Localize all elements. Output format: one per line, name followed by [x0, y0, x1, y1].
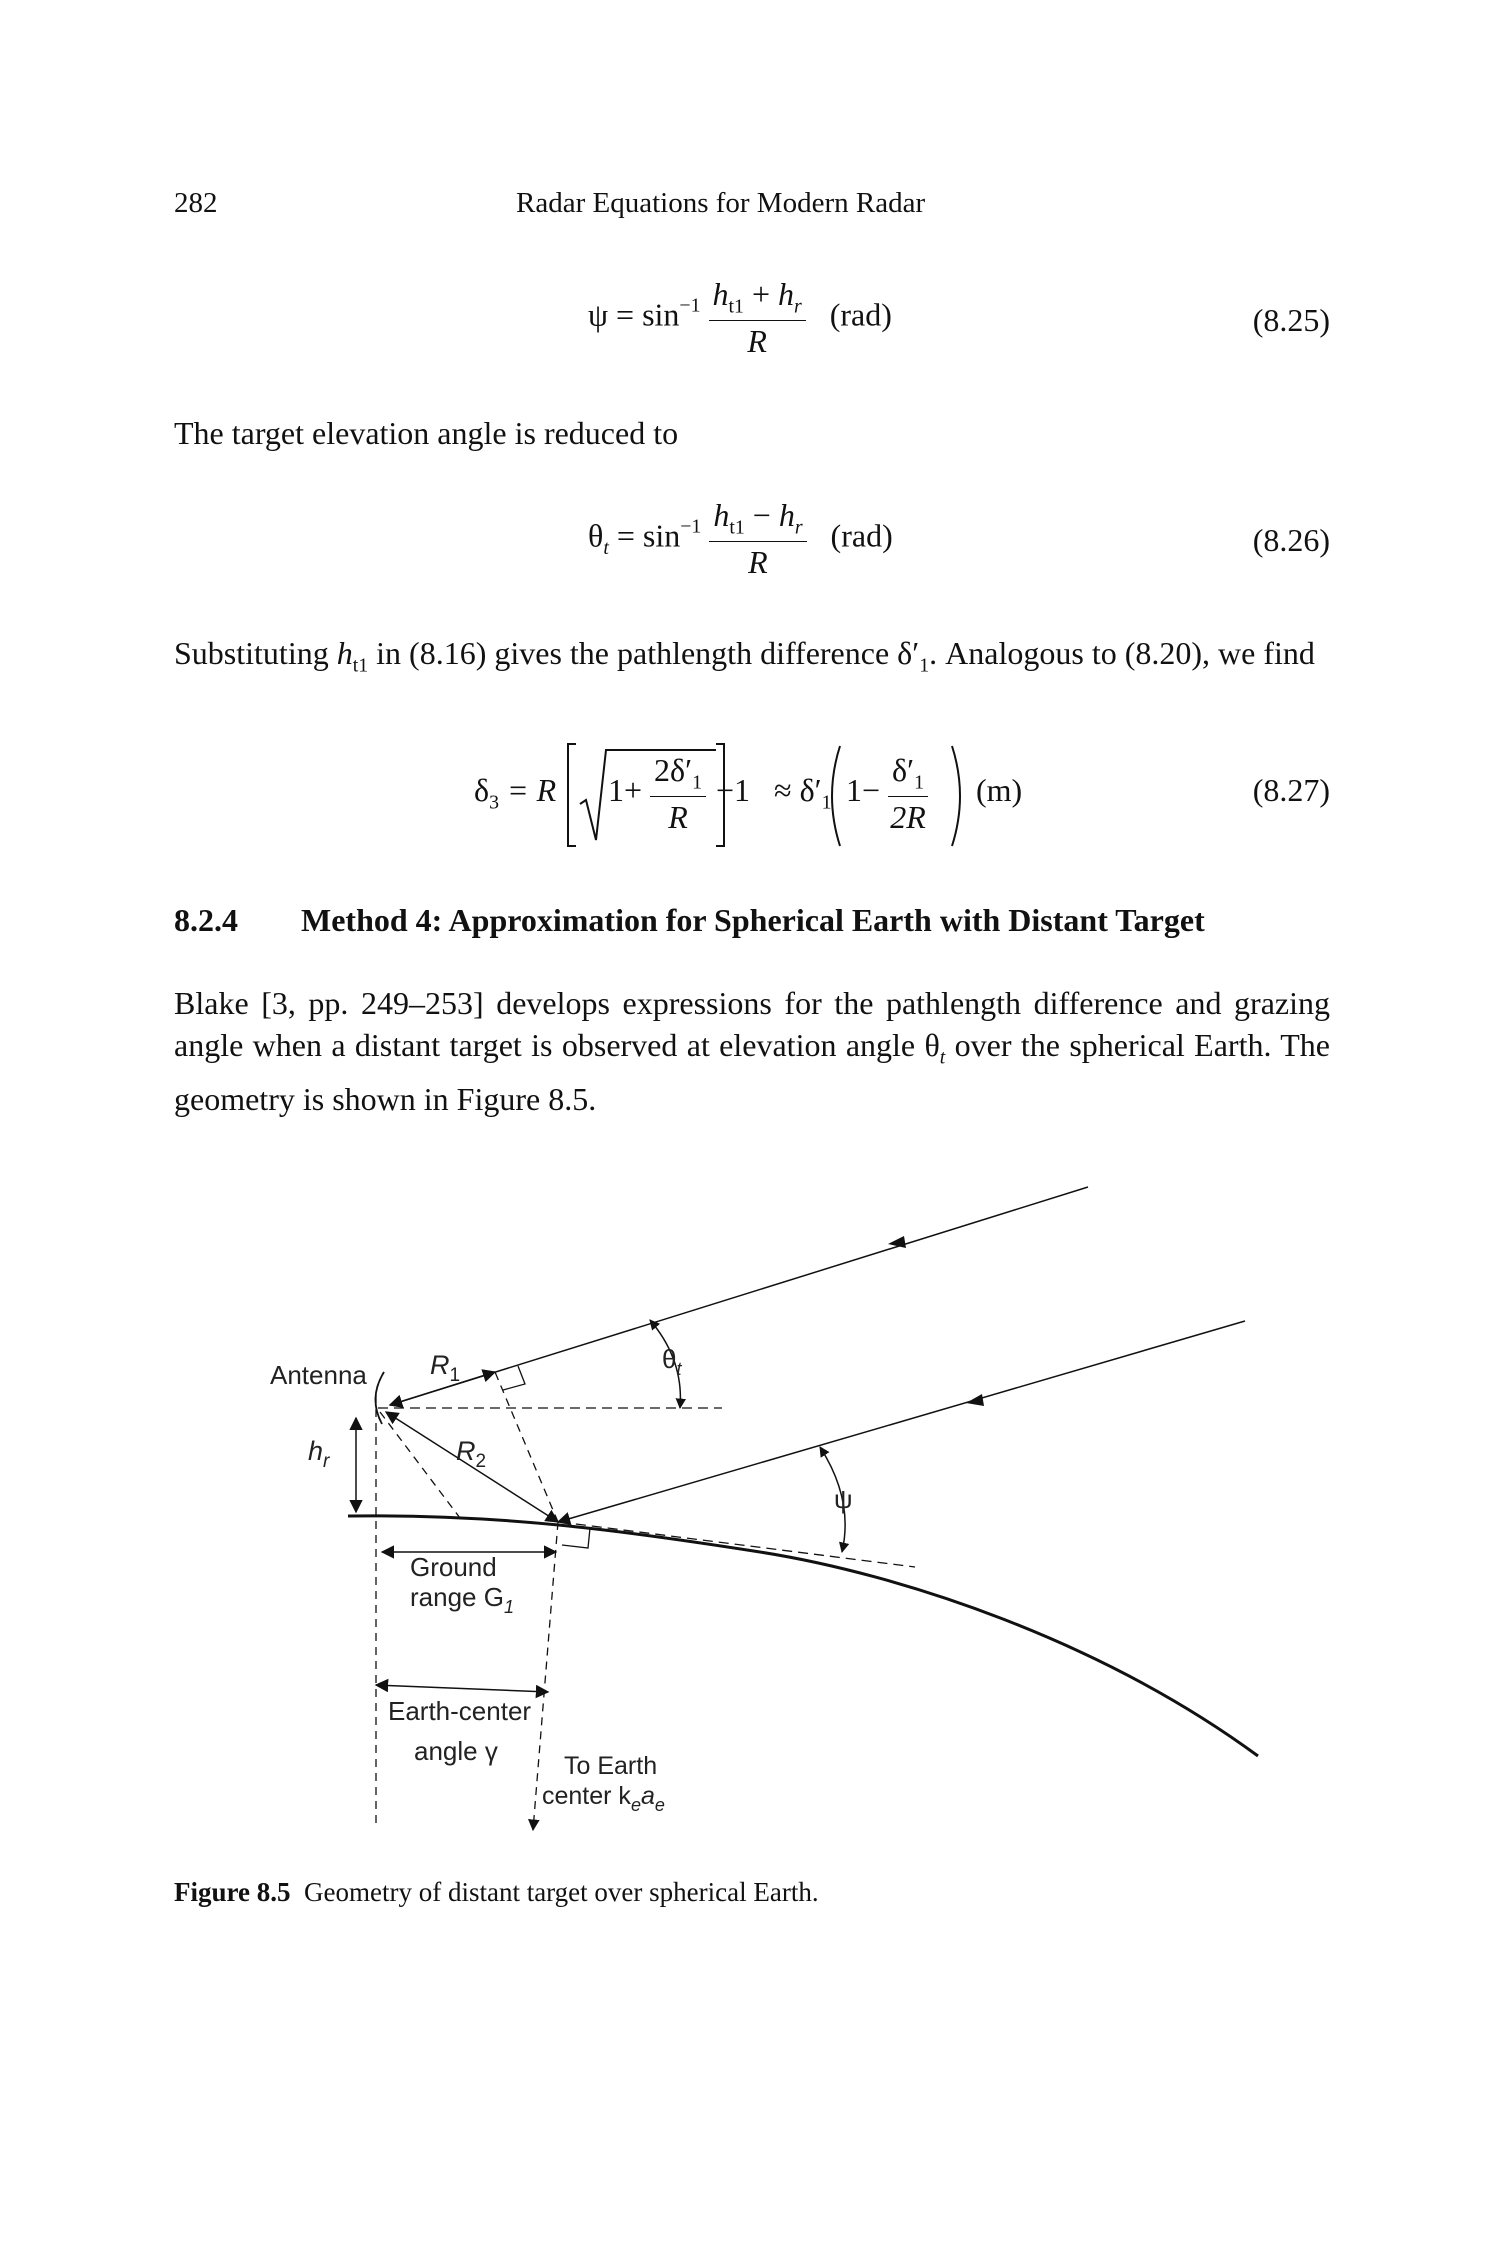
figure-caption: Figure 8.5 Geometry of distant target over spherical Earth. [174, 1877, 819, 1907]
equation-number-8-27: (8.27) [1252, 772, 1330, 808]
label-earth-center-1: Earth-center [388, 1696, 532, 1726]
equation-number-8-26: (8.26) [1252, 522, 1330, 558]
running-head: Radar Equations for Modern Radar [516, 187, 926, 219]
right-angle-marker-lower [562, 1528, 590, 1548]
label-earth-center-2: angle γ [414, 1736, 498, 1766]
antenna-ground-dashed [380, 1412, 460, 1518]
paragraph-substituting: Substituting $h_{t1}$ in (8.16) gives the pathlength difference $\delta'_1$. Analogous to (8.20), we find [174, 635, 1315, 677]
right-angle-marker-upper [503, 1366, 525, 1390]
section-title: Method 4: Approximation for Spherical Earth with Distant Target [301, 902, 1205, 938]
label-ground-2: range $G_1$ [410, 1582, 514, 1617]
section-number: 8.2.4 [174, 902, 238, 938]
perpendicular-line [495, 1372, 558, 1522]
paragraph-blake: Blake [3, pp. 249–253] develops expressions for the pathlength difference and grazing angle when a distant target is observed at elevation angle $\theta_t$ over the spherical Earth. The geometry is shown in Figure 8.5. [174, 985, 1331, 1118]
ray-reflected-arrow [966, 1394, 984, 1406]
tangent-line [560, 1522, 915, 1567]
label-hr: $h_r$ [308, 1436, 330, 1472]
label-r2: $R_2$ [456, 1436, 487, 1472]
label-theta: $\theta_t$ [662, 1344, 682, 1379]
label-antenna: Antenna [270, 1360, 367, 1390]
earth-center-angle-arrow [376, 1685, 548, 1692]
equation-number-8-25: (8.25) [1252, 302, 1330, 338]
label-psi: ψ [834, 1484, 853, 1514]
label-to-earth-1: To Earth [564, 1752, 658, 1780]
equation-8-25: $\psi = \sin^{-1}$ $\frac{h_{t1} + h_r}{R}$ (rad) [588, 276, 892, 360]
equation-8-26: $\theta_t = \sin^{-1}$ $\frac{h_{t1} - h_r}{R}$ (rad) [588, 497, 893, 581]
r2-line [386, 1412, 558, 1522]
label-to-earth-2: center $k_ea_e$ [542, 1782, 665, 1815]
label-ground-1: Ground [410, 1552, 497, 1582]
page-number: 282 [174, 187, 218, 219]
paragraph-elevation: The target elevation angle is reduced to [174, 415, 679, 451]
label-r1: $R_1$ [430, 1350, 461, 1386]
